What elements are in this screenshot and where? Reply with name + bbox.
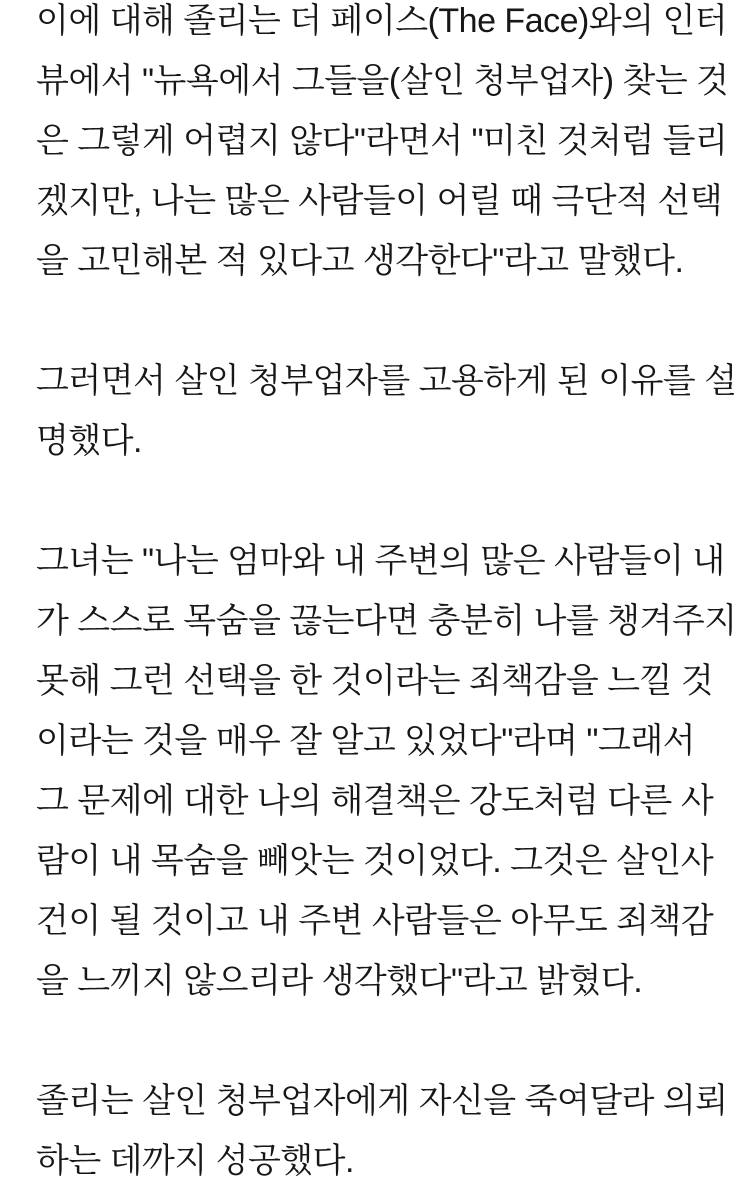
text-line: 명했다.: [36, 422, 142, 460]
text-line: 을 고민해본 적 있다고 생각한다"라고 말했다.: [36, 242, 684, 280]
article-paragraph: [36, 0, 729, 291]
article-text: [36, 0, 737, 1191]
text-line: 겠지만, 나는 많은 사람들이 어릴 때 극단적 선택: [36, 182, 723, 220]
text-line: 그러면서 살인 청부업자를 고용하게 된 이유를 설: [36, 362, 737, 400]
text-line: 람이 내 목숨을 빼앗는 것이었다. 그것은 살인사: [36, 842, 714, 880]
text-line: 졸리는 살인 청부업자에게 자신을 죽여달라 의뢰: [36, 1082, 728, 1120]
text-line: 그녀는 "나는 엄마와 내 주변의 많은 사람들이 내: [36, 542, 725, 580]
text-line: 은 그렇게 어렵지 않다"라면서 "미친 것처럼 들리: [36, 122, 728, 160]
article-paragraph: [36, 351, 737, 471]
text-line: 가 스스로 목숨을 끊는다면 충분히 나를 챙겨주지: [36, 602, 737, 640]
text-line: 을 느끼지 않으리라 생각했다"라고 밝혔다.: [36, 962, 643, 1000]
text-line: 하는 데까지 성공했다.: [36, 1142, 354, 1180]
article-paragraph: [36, 1071, 728, 1191]
article-paragraph: [36, 531, 737, 1011]
text-line: 뷰에서 "뉴욕에서 그들을(살인 청부업자) 찾는 것: [36, 62, 729, 100]
text-line: 건이 될 것이고 내 주변 사람들은 아무도 죄책감: [36, 902, 714, 940]
text-line: 이라는 것을 매우 잘 알고 있었다"라며 "그래서: [36, 722, 696, 760]
text-line: 못해 그런 선택을 한 것이라는 죄책감을 느낄 것: [36, 662, 714, 700]
text-line: 그 문제에 대한 나의 해결책은 강도처럼 다른 사: [36, 782, 714, 820]
text-line: 이에 대해 졸리는 더 페이스(The Face)와의 인터: [36, 2, 728, 40]
